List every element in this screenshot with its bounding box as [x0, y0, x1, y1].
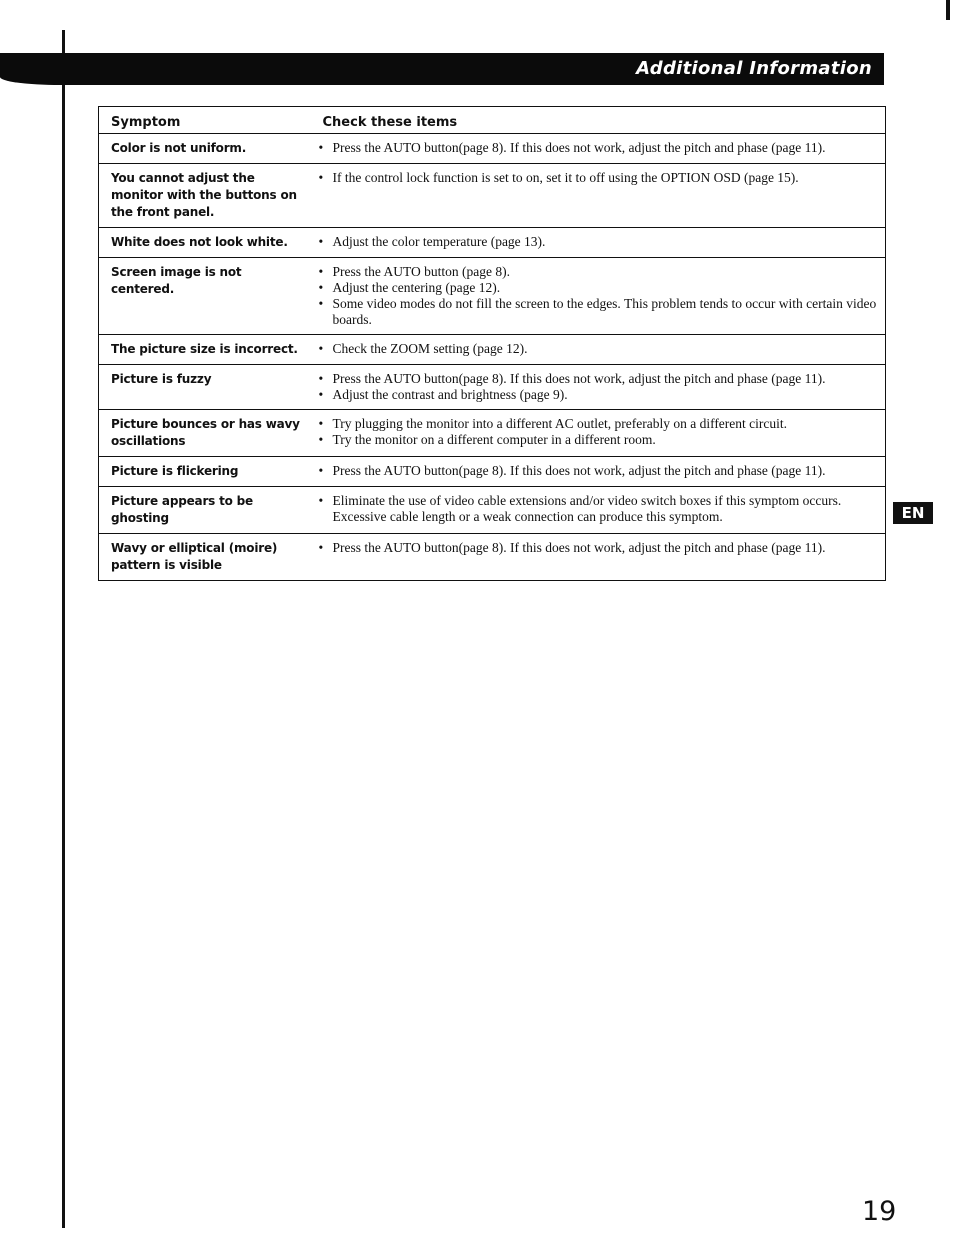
table-row: [99, 335, 886, 365]
symptom-cell: You cannot adjust the monitor with the buttons on the front panel.: [99, 164, 311, 228]
check-item: • Adjust the centering (page 12).: [319, 280, 882, 296]
table-row: [99, 164, 886, 228]
check-items-cell: [311, 534, 886, 581]
check-column-header: Check these items: [311, 107, 886, 134]
symptom-cell: Color is not uniform.: [99, 134, 311, 164]
check-items-cell: [311, 365, 886, 410]
check-items-list: [319, 540, 882, 556]
check-item: • Adjust the contrast and brightness (page 9).: [319, 387, 882, 403]
table-row: [99, 410, 886, 457]
symptom-cell: Picture appears to be ghosting: [99, 487, 311, 534]
check-items-list: [319, 170, 882, 186]
check-items-cell: [311, 134, 886, 164]
check-item: • Press the AUTO button(page 8). If this does not work, adjust the pitch and phase (page 11).: [319, 540, 882, 556]
table-row: [99, 534, 886, 581]
table-header-row: [99, 107, 886, 134]
symptom-cell: Screen image is not centered.: [99, 258, 311, 335]
check-items-cell: [311, 335, 886, 365]
symptom-cell: Picture is flickering: [99, 457, 311, 487]
check-items-list: [319, 264, 882, 328]
check-item: • If the control lock function is set to on, set it to off using the OPTION OSD (page 15).: [319, 170, 882, 186]
table-row: [99, 457, 886, 487]
troubleshooting-table: [98, 106, 886, 581]
check-items-cell: [311, 228, 886, 258]
check-item: • Adjust the color temperature (page 13).: [319, 234, 882, 250]
check-items-list: [319, 234, 882, 250]
table-body: [99, 134, 886, 581]
check-items-list: [319, 463, 882, 479]
check-item: • Press the AUTO button(page 8). If this does not work, adjust the pitch and phase (page 11).: [319, 463, 882, 479]
table-row: [99, 365, 886, 410]
check-item: • Press the AUTO button(page 8). If this does not work, adjust the pitch and phase (page 11).: [319, 140, 882, 156]
troubleshooting-table-container: [98, 106, 886, 581]
check-items-cell: [311, 258, 886, 335]
check-item: • Some video modes do not fill the screen to the edges. This problem tends to occur with certain video boards.: [319, 296, 882, 328]
check-items-cell: [311, 410, 886, 457]
page-number: 19: [862, 1196, 897, 1227]
check-item: • Eliminate the use of video cable extensions and/or video switch boxes if this symptom occurs. Excessive cable length or a weak connection can produce this symptom.: [319, 493, 882, 525]
table-row: [99, 258, 886, 335]
section-title: Additional Information: [636, 58, 872, 79]
table-row: [99, 228, 886, 258]
check-items-list: [319, 371, 882, 403]
check-items-list: [319, 416, 882, 448]
check-item: • Check the ZOOM setting (page 12).: [319, 341, 882, 357]
margin-rule: [62, 30, 65, 1228]
check-item: • Press the AUTO button (page 8).: [319, 264, 882, 280]
symptom-cell: Picture is fuzzy: [99, 365, 311, 410]
check-items-list: [319, 493, 882, 525]
section-header-bar: [0, 53, 884, 85]
language-tab-en: EN: [893, 502, 933, 524]
check-items-cell: [311, 457, 886, 487]
symptom-column-header: Symptom: [99, 107, 311, 134]
symptom-cell: Wavy or elliptical (moire) pattern is visible: [99, 534, 311, 581]
check-items-list: [319, 140, 882, 156]
symptom-cell: The picture size is incorrect.: [99, 335, 311, 365]
table-row: [99, 487, 886, 534]
check-item: • Try the monitor on a different computer in a different room.: [319, 432, 882, 448]
check-item: • Try plugging the monitor into a different AC outlet, preferably on a different circuit.: [319, 416, 882, 432]
symptom-cell: Picture bounces or has wavy oscillations: [99, 410, 311, 457]
check-items-cell: [311, 487, 886, 534]
corner-mark: [946, 0, 950, 20]
check-item: • Press the AUTO button(page 8). If this does not work, adjust the pitch and phase (page 11).: [319, 371, 882, 387]
symptom-cell: White does not look white.: [99, 228, 311, 258]
table-row: [99, 134, 886, 164]
check-items-cell: [311, 164, 886, 228]
check-items-list: [319, 341, 882, 357]
